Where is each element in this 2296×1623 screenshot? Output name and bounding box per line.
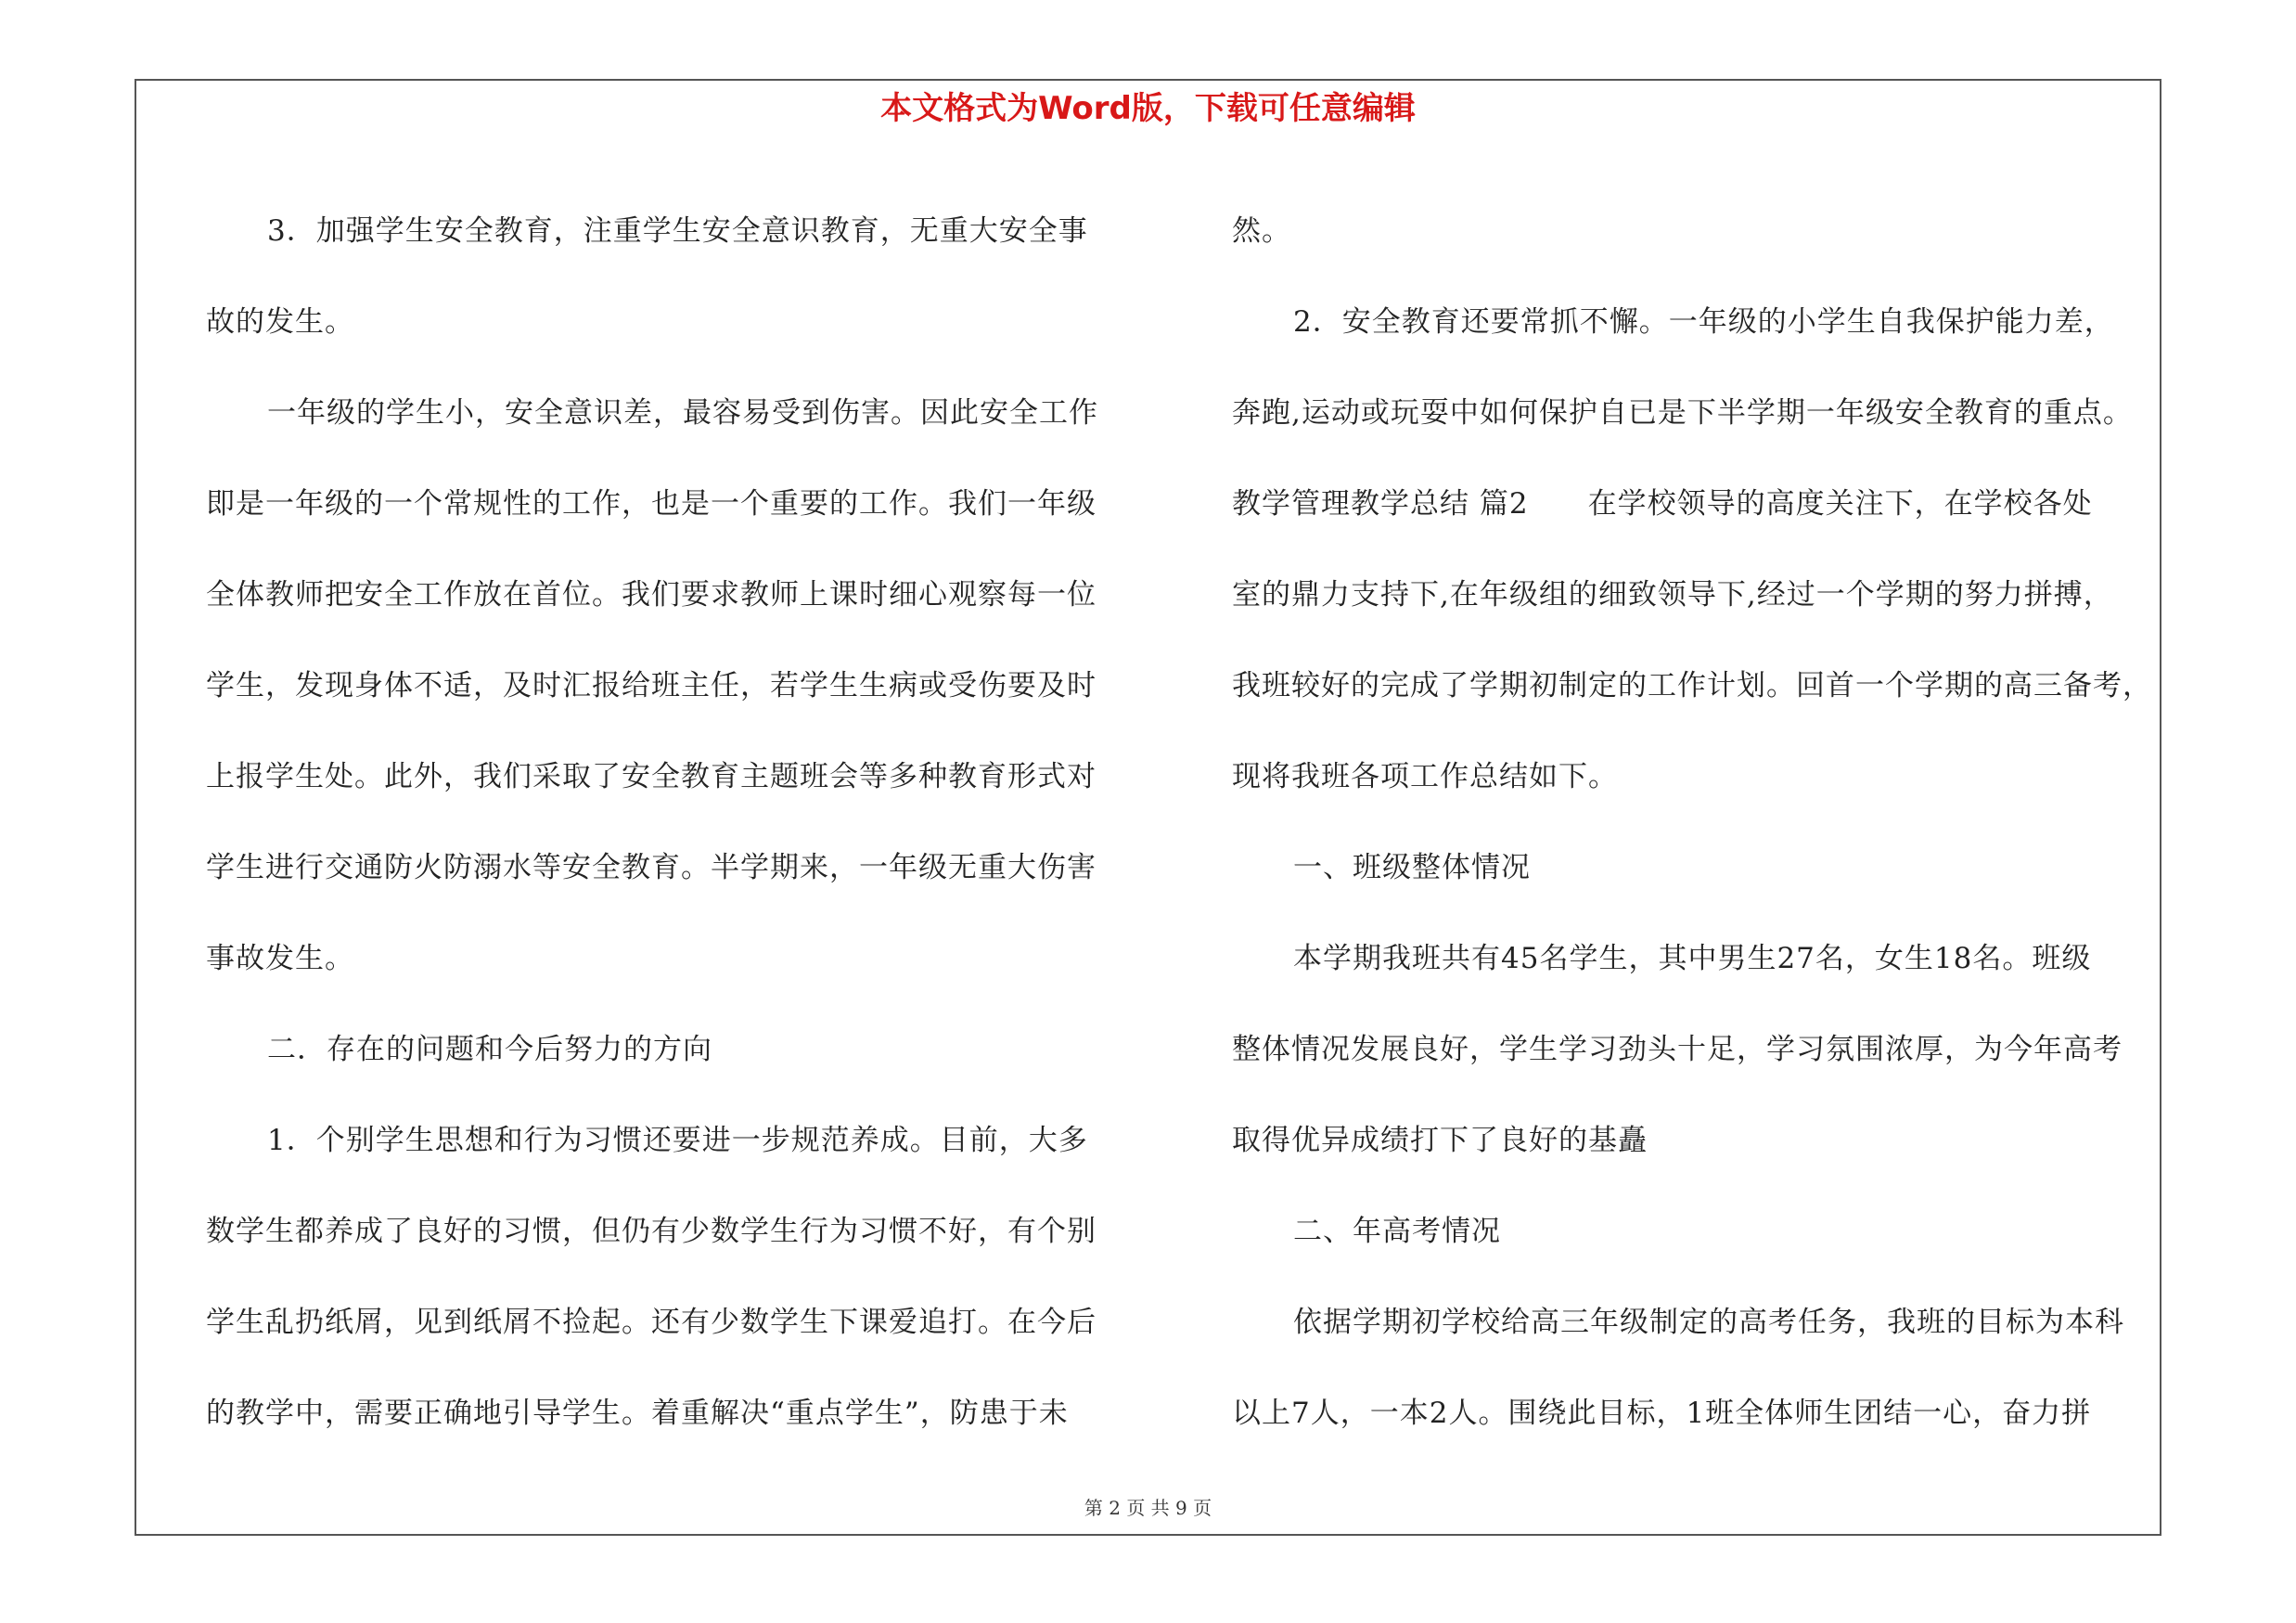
text-line: 一年级的学生小，安全意识差，最容易受到伤害。因此安全工作: [267, 396, 1098, 430]
text-line: 学生进行交通防火防溺水等安全教育。半学期来，一年级无重大伤害: [206, 851, 1097, 884]
text-line: 室的鼎力支持下,在年级组的细致领导下,经过一个学期的努力拼搏，: [1232, 578, 2113, 612]
text-line: 事故发生。: [206, 942, 354, 975]
text-line: 奔跑,运动或玩耍中如何保护自已是下半学期一年级安全教育的重点。: [1232, 396, 2133, 430]
text-line: 以上7人，一本2人。围绕此目标，1班全体师生团结一心，奋力拼: [1232, 1397, 2092, 1430]
text-line: 上报学生处。此外，我们采取了安全教育主题班会等多种教育形式对: [206, 760, 1097, 793]
page-number: 第 2 页 共 9 页: [1084, 1497, 1212, 1519]
text-line: 学生，发现身体不适，及时汇报给班主任，若学生生病或受伤要及时: [206, 669, 1097, 702]
text-line: 即是一年级的一个常规性的工作，也是一个重要的工作。我们一年级: [206, 487, 1097, 521]
section-heading: 二、年高考情况: [1293, 1215, 1501, 1248]
text-line: 依据学期初学校给高三年级制定的高考任务，我班的目标为本科: [1293, 1306, 2124, 1339]
text-line: 教学管理教学总结 篇2 在学校领导的高度关注下，在学校各处: [1232, 487, 2093, 521]
text-line: 2．安全教育还要常抓不懈。一年级的小学生自我保护能力差，: [1293, 305, 2114, 339]
text-line: 1．个别学生思想和行为习惯还要进一步规范养成。目前，大多: [267, 1124, 1088, 1157]
text-line: 3．加强学生安全教育，注重学生安全意识教育，无重大安全事: [267, 214, 1088, 248]
text-line: 故的发生。: [206, 305, 354, 339]
text-line: 数学生都养成了良好的习惯，但仍有少数学生行为习惯不好，有个别: [206, 1215, 1097, 1248]
text-line: 然。: [1232, 214, 1291, 248]
section-heading: 二．存在的问题和今后努力的方向: [267, 1033, 712, 1066]
text-line: 本学期我班共有45名学生，其中男生27名，女生18名。班级: [1293, 942, 2092, 975]
left-column: [206, 186, 1134, 1459]
text-line: 的教学中，需要正确地引导学生。着重解决“重点学生”，防患于未: [206, 1397, 1069, 1430]
right-column: [1232, 186, 2178, 1459]
text-line: 我班较好的完成了学期初制定的工作计划。回首一个学期的高三备考，: [1232, 669, 2152, 702]
text-line: 现将我班各项工作总结如下。: [1232, 760, 1618, 793]
text-line: 取得优异成绩打下了良好的基矗: [1232, 1124, 1648, 1157]
text-line: 全体教师把安全工作放在首位。我们要求教师上课时细心观察每一位: [206, 578, 1097, 612]
text-line: 整体情况发展良好，学生学习劲头十足，学习氛围浓厚，为今年高考: [1232, 1033, 2123, 1066]
section-heading: 一、班级整体情况: [1293, 851, 1531, 884]
text-line: 学生乱扔纸屑，见到纸屑不捡起。还有少数学生下课爱追打。在今后: [206, 1306, 1097, 1339]
header-banner: 本文格式为Word版，下载可任意编辑: [880, 90, 1416, 127]
